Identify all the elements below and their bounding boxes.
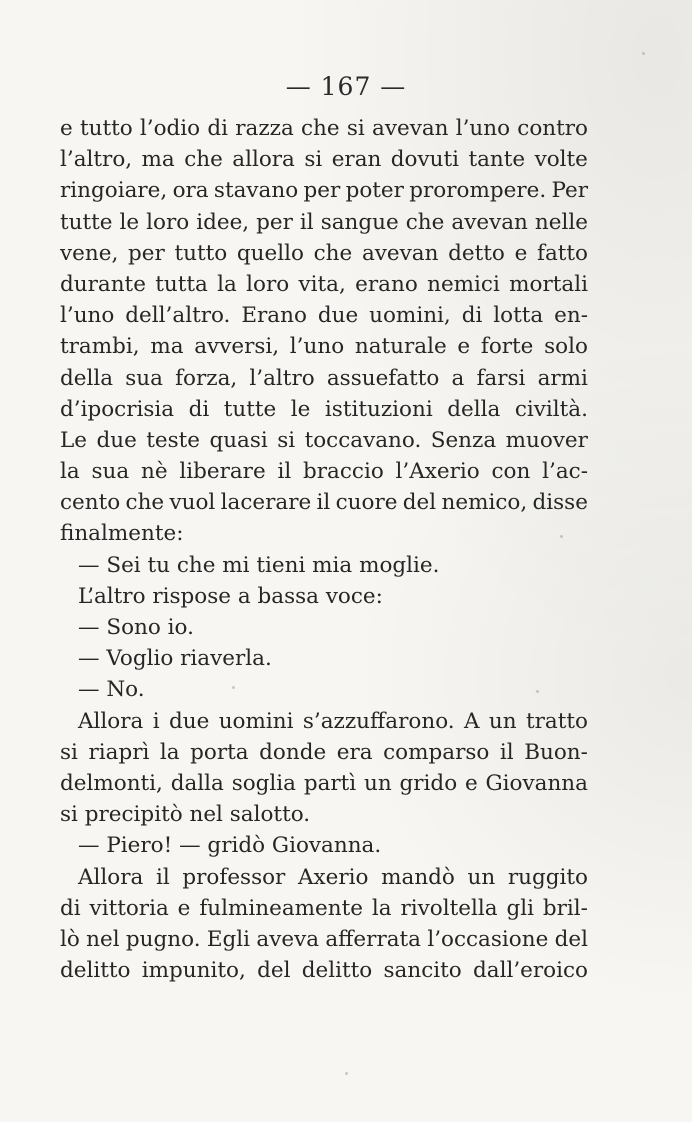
- word: assuefatto: [326, 365, 440, 391]
- dialogue-line: — Sono io.: [78, 615, 194, 640]
- word: aveva: [256, 926, 320, 952]
- word: del: [554, 926, 588, 952]
- word: civiltà.: [514, 396, 588, 422]
- word: delmonti,: [60, 770, 163, 796]
- word: lotta: [493, 303, 544, 329]
- word: e: [60, 116, 73, 141]
- word: porta: [190, 739, 249, 765]
- word: il: [277, 459, 292, 485]
- word: tratto: [525, 708, 588, 734]
- word: ma: [141, 147, 175, 173]
- word: a: [451, 365, 465, 391]
- word: volte: [534, 147, 588, 173]
- word: quasi: [209, 427, 268, 453]
- word: il: [299, 209, 314, 235]
- word: loro: [146, 209, 190, 235]
- word: durante: [60, 271, 146, 297]
- word: la: [371, 895, 392, 921]
- word: forza,: [175, 365, 238, 391]
- word: avevan: [361, 240, 439, 266]
- word: di: [60, 895, 81, 921]
- paper-speck: [232, 686, 235, 689]
- word: Egli: [206, 926, 251, 952]
- paper-speck: [560, 535, 563, 538]
- word: riaprì: [88, 739, 150, 765]
- word: vita,: [298, 271, 346, 297]
- word: forte: [480, 334, 534, 360]
- word: dell’altro.: [125, 303, 231, 329]
- text-line: [60, 144, 588, 175]
- word: teste: [146, 427, 200, 453]
- word: armi: [537, 365, 588, 391]
- word: bril-: [542, 895, 588, 921]
- word: sua: [91, 459, 130, 485]
- word: della: [60, 365, 114, 391]
- text-line: [60, 924, 588, 955]
- word: istituzioni: [324, 396, 433, 422]
- word: due: [317, 303, 359, 329]
- word: la: [60, 459, 80, 485]
- text-line: [60, 269, 588, 300]
- word: trambi,: [60, 334, 140, 360]
- word: liberare: [179, 459, 266, 485]
- text-line: [60, 394, 588, 425]
- word: comparso: [383, 739, 490, 765]
- word: la: [217, 271, 237, 297]
- dialogue-line: — Sei tu che mi tieni mia moglie.: [78, 552, 440, 578]
- word: Per: [551, 178, 588, 204]
- paper-speck: [536, 690, 539, 693]
- word: razza: [235, 116, 294, 141]
- word: quello: [236, 240, 304, 266]
- word: mandò: [381, 864, 455, 890]
- word: le: [119, 209, 140, 235]
- word: vene,: [60, 240, 119, 266]
- word: l’Axerio: [395, 459, 480, 485]
- text-line: [60, 207, 588, 238]
- text-line: [60, 706, 588, 737]
- word: d’ipocrisia: [60, 396, 175, 422]
- word: tante: [468, 147, 526, 173]
- word: tutte: [223, 396, 277, 422]
- dialogue-line: — Piero! — gridò Giovanna.: [78, 833, 382, 859]
- word: l’uno: [289, 334, 345, 360]
- word: due: [96, 427, 137, 453]
- text-line: L’altro rispose a bassa voce:: [78, 583, 383, 609]
- word: un: [467, 864, 496, 890]
- word: partì: [303, 770, 357, 796]
- word: un: [488, 708, 517, 734]
- word: tutte: [60, 209, 113, 235]
- text-line: [60, 331, 588, 362]
- word: che: [405, 209, 445, 235]
- word: mortali: [509, 271, 588, 297]
- text-line: [60, 175, 588, 206]
- word: l’occasione: [427, 926, 549, 952]
- word: i: [152, 708, 160, 734]
- word: e: [177, 895, 191, 921]
- word: un: [364, 770, 392, 796]
- word: con: [491, 459, 531, 485]
- word: idee,: [196, 209, 250, 235]
- word: per: [127, 240, 165, 266]
- word: di: [207, 116, 228, 141]
- word: pugno.: [125, 926, 201, 952]
- text-line: [60, 955, 588, 986]
- dialogue-line: — Voglio riaverla.: [78, 646, 272, 672]
- word: dall’eroico: [473, 958, 588, 984]
- word: detto: [448, 240, 505, 266]
- word: il: [499, 739, 514, 765]
- word: nel: [86, 926, 120, 952]
- word: uomini: [218, 708, 294, 734]
- word: nemico,: [441, 490, 528, 516]
- word: poter: [345, 178, 404, 204]
- word: del: [402, 490, 437, 516]
- text-line: [60, 425, 588, 456]
- word: l’uno: [60, 303, 115, 329]
- word: ringoiare,: [60, 178, 168, 204]
- word: sancito: [383, 958, 462, 984]
- word: Buon-: [524, 739, 588, 765]
- word: vittoria: [89, 895, 169, 921]
- word: si: [304, 147, 323, 173]
- text-line: [60, 363, 588, 394]
- word: muover: [505, 427, 588, 453]
- word: la: [159, 739, 180, 765]
- word: cuore: [335, 490, 398, 516]
- word: che: [125, 490, 165, 516]
- word: l’uno: [455, 116, 511, 141]
- text-line: [60, 893, 588, 924]
- text-line: [60, 737, 588, 768]
- body-text: [60, 113, 588, 986]
- word: braccio: [303, 459, 384, 485]
- word: nemici: [427, 271, 500, 297]
- word: e: [514, 240, 528, 266]
- dialogue-line: — No.: [78, 677, 145, 703]
- word: en-: [554, 303, 588, 329]
- word: avevan: [451, 209, 528, 235]
- paper-speck: [345, 1072, 348, 1075]
- word: due: [168, 708, 210, 734]
- word: l’ac-: [542, 459, 588, 485]
- word: farsi: [476, 365, 526, 391]
- word: s’azzuffarono.: [302, 708, 455, 734]
- word: del: [257, 958, 291, 984]
- word: di: [188, 396, 210, 422]
- word: Allora: [78, 708, 144, 734]
- word: l’altro,: [60, 147, 133, 173]
- text-line: si precipitò nel salotto.: [60, 802, 311, 828]
- word: fulmineamente: [199, 895, 363, 921]
- word: Axerio: [297, 864, 369, 890]
- word: della: [447, 396, 501, 422]
- word: ora: [172, 178, 209, 204]
- word: tutto: [79, 116, 133, 141]
- word: tutto: [174, 240, 228, 266]
- text-line: [60, 768, 588, 799]
- word: l’altro: [249, 365, 315, 391]
- word: era: [336, 739, 373, 765]
- paper-speck: [642, 52, 645, 55]
- word: prorompere.: [409, 178, 547, 204]
- text-line: [60, 300, 588, 331]
- word: tutta: [155, 271, 208, 297]
- word: A: [463, 708, 480, 734]
- word: fatto: [537, 240, 588, 266]
- word: stavano: [213, 178, 299, 204]
- word: uomini,: [369, 303, 451, 329]
- word: professor: [182, 864, 286, 890]
- text-line: [60, 113, 588, 144]
- word: grido: [399, 770, 458, 796]
- word: dalla: [170, 770, 224, 796]
- word: che: [313, 240, 353, 266]
- text-line: [60, 487, 588, 518]
- word: l’odio: [139, 116, 201, 141]
- word: Giovanna: [485, 770, 588, 796]
- page-number: — 167 —: [285, 72, 407, 101]
- word: Allora: [78, 864, 144, 890]
- word: per: [303, 178, 341, 204]
- word: solo: [544, 334, 588, 360]
- word: avevan: [372, 116, 449, 141]
- word: delitto: [301, 958, 373, 984]
- word: disse: [532, 490, 588, 516]
- text-line: finalmente:: [60, 521, 184, 547]
- word: delitto: [60, 958, 131, 984]
- word: che: [184, 147, 223, 173]
- word: ruggito: [507, 864, 588, 890]
- word: si: [346, 116, 365, 141]
- word: soglia: [231, 770, 296, 796]
- word: ma: [150, 334, 184, 360]
- word: vuol: [169, 490, 216, 516]
- word: lacerare: [220, 490, 312, 516]
- word: le: [290, 396, 311, 422]
- word: e: [464, 770, 478, 796]
- word: impunito,: [141, 958, 246, 984]
- word: lò: [60, 926, 80, 952]
- word: erano: [355, 271, 418, 297]
- word: e: [457, 334, 471, 360]
- word: Erano: [241, 303, 307, 329]
- text-line: [60, 238, 588, 269]
- text-line: [60, 456, 588, 487]
- word: afferrata: [325, 926, 421, 952]
- word: donde: [259, 739, 327, 765]
- word: Le: [60, 427, 88, 453]
- word: avversi,: [194, 334, 280, 360]
- word: loro: [246, 271, 290, 297]
- word: dovuti: [390, 147, 460, 173]
- word: eran: [331, 147, 382, 173]
- word: si: [60, 739, 78, 765]
- word: sua: [125, 365, 163, 391]
- text-line: [60, 862, 588, 893]
- word: per: [256, 209, 293, 235]
- word: naturale: [354, 334, 447, 360]
- word: rivoltella: [400, 895, 498, 921]
- word: gli: [506, 895, 534, 921]
- word: il: [155, 864, 170, 890]
- word: il: [316, 490, 331, 516]
- word: allora: [232, 147, 295, 173]
- word: sangue: [320, 209, 399, 235]
- word: nè: [140, 459, 168, 485]
- word: di: [461, 303, 483, 329]
- word: Senza: [430, 427, 497, 453]
- word: si: [277, 427, 296, 453]
- word: nelle: [534, 209, 588, 235]
- word: cento: [60, 490, 121, 516]
- word: che: [301, 116, 340, 141]
- word: contro: [517, 116, 588, 141]
- word: toccavano.: [304, 427, 422, 453]
